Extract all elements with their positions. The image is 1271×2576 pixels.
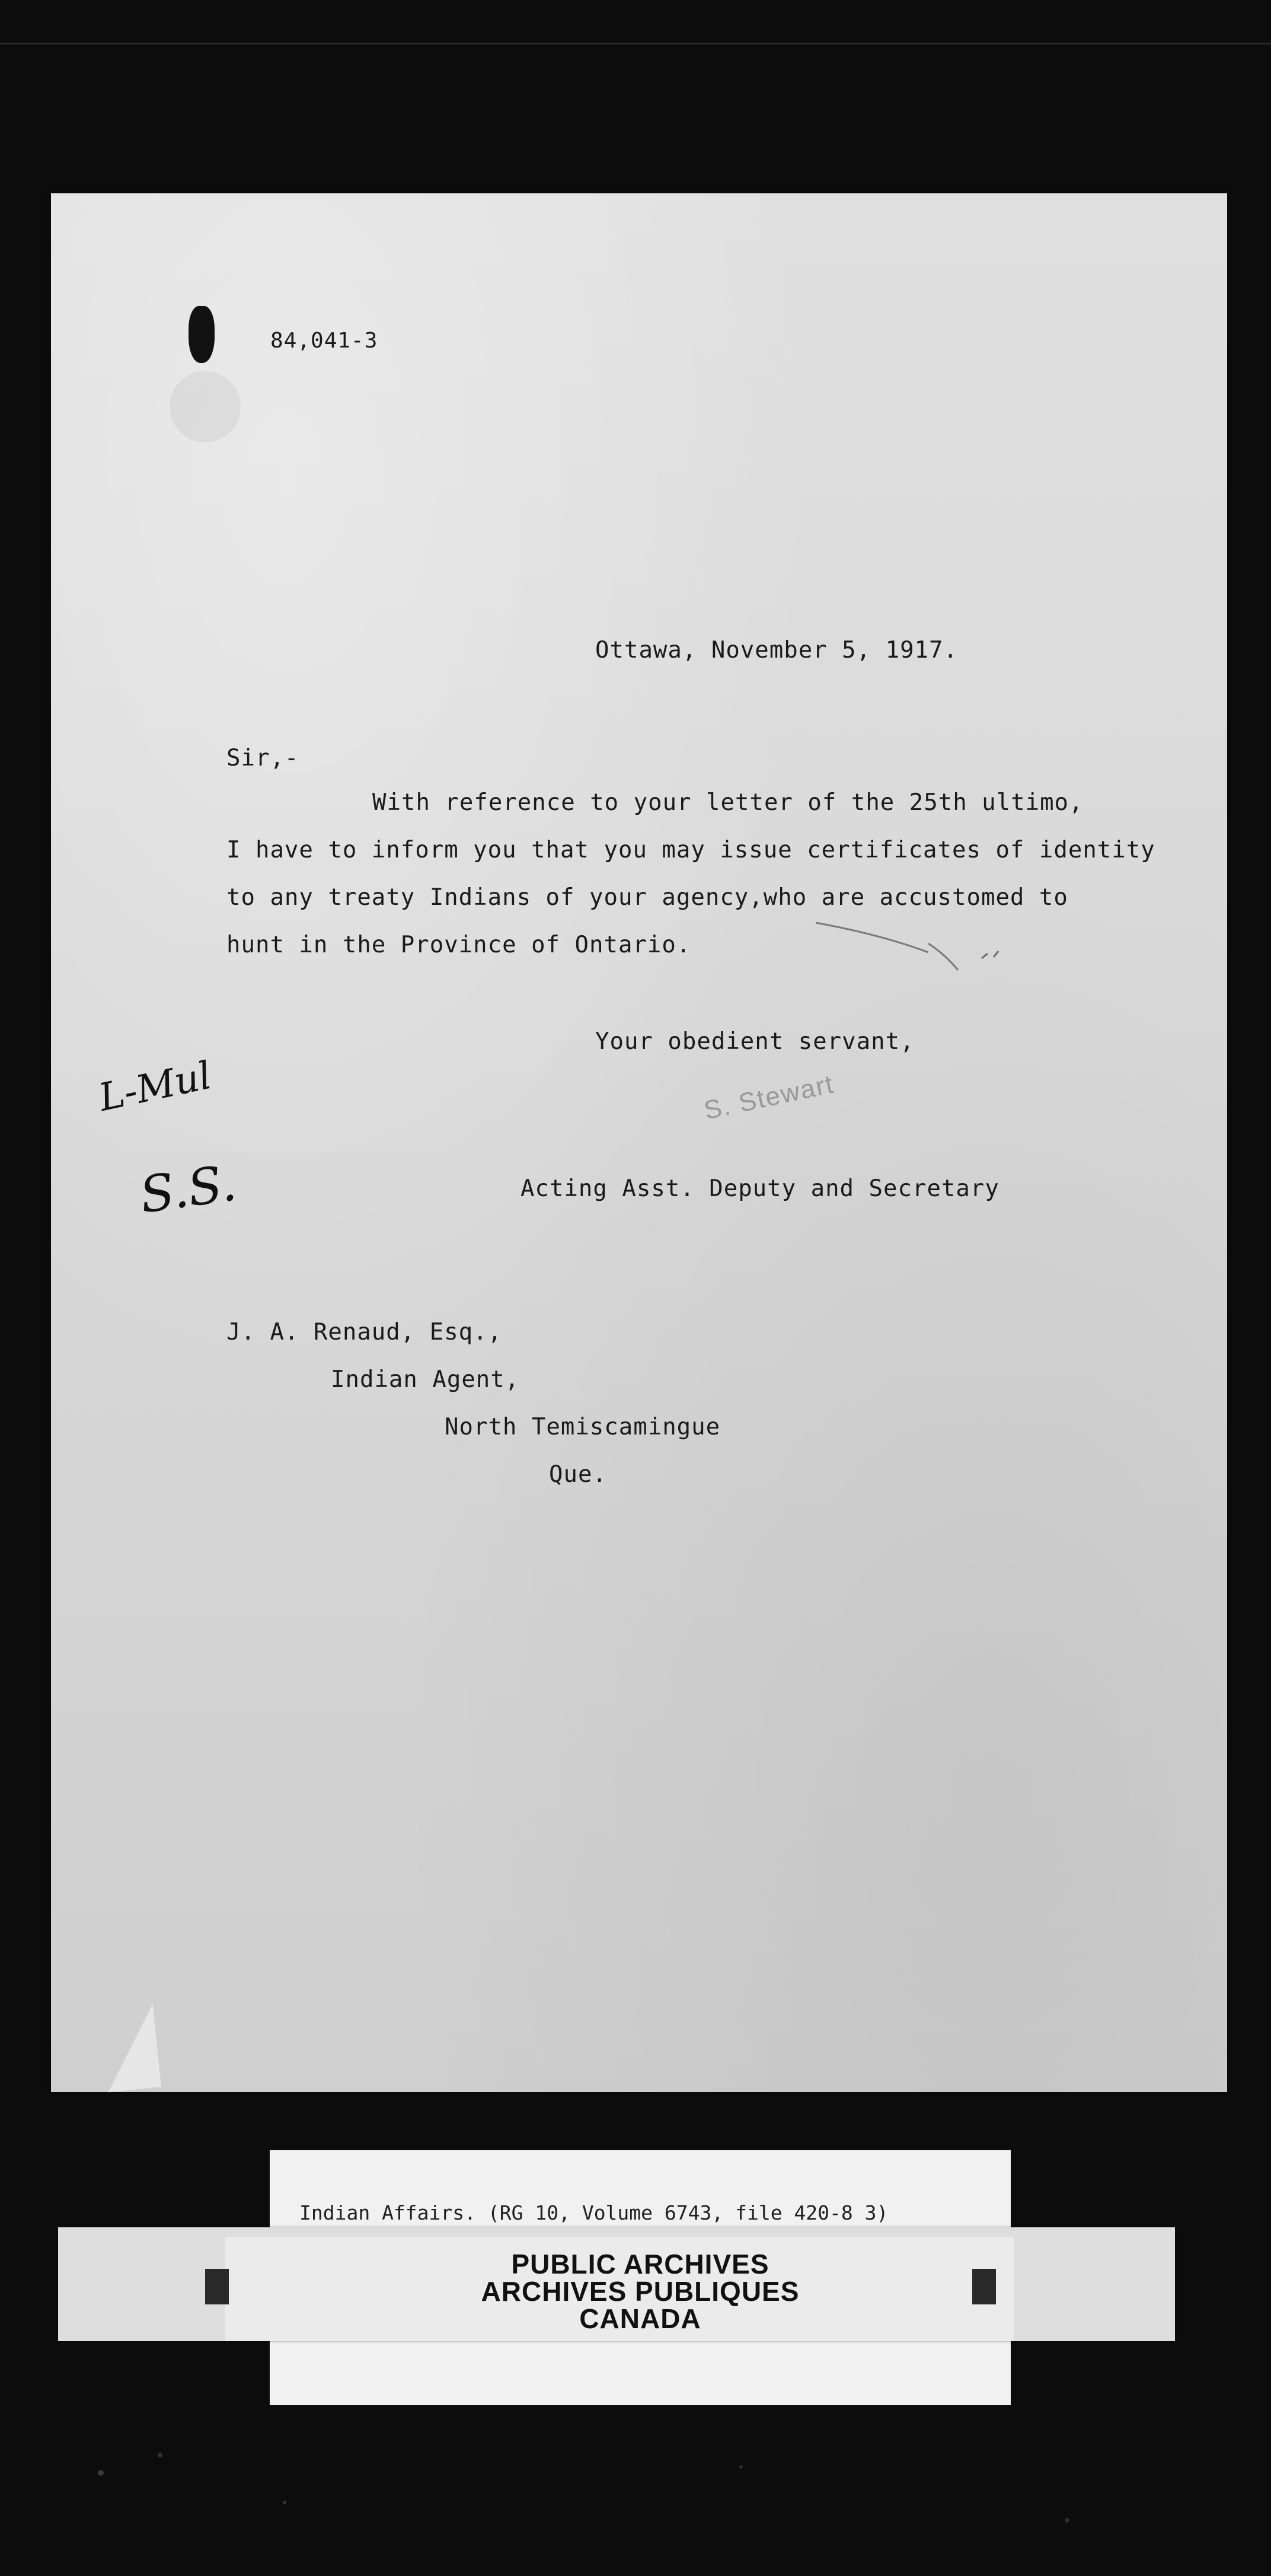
- salutation: Sir,-: [226, 745, 299, 771]
- folded-corner: [100, 2004, 161, 2093]
- handwritten-initials: S.S.: [136, 1153, 240, 1225]
- clip-icon: [972, 2269, 996, 2304]
- address-line: J. A. Renaud, Esq.,: [226, 1319, 503, 1346]
- film-edge-line: [0, 43, 1271, 44]
- signatory-title: Acting Asst. Deputy and Secretary: [520, 1175, 999, 1202]
- letter-date: Ottawa, November 5, 1917.: [595, 637, 958, 664]
- film-dust-specks: [0, 2431, 1271, 2550]
- address-line: Que.: [549, 1461, 607, 1488]
- paper-smudge: [170, 371, 241, 442]
- body-line: to any treaty Indians of your agency,who are accustomed to: [226, 884, 1068, 911]
- archive-country: CANADA: [579, 2303, 701, 2334]
- handwritten-initials: L-Mul: [95, 1053, 215, 1121]
- address-line: Indian Agent,: [331, 1366, 520, 1393]
- archive-name-en: PUBLIC ARCHIVES: [511, 2249, 769, 2279]
- archive-reference: Indian Affairs. (RG 10, Volume 6743, file 420-8 3): [299, 2201, 889, 2224]
- file-number: 84,041-3: [270, 329, 378, 353]
- archive-name-fr: ARCHIVES PUBLIQUES: [481, 2276, 800, 2307]
- body-line: I have to inform you that you may issue certificates of identity: [226, 837, 1155, 863]
- body-line: With reference to your letter of the 25th ultimo,: [372, 789, 1084, 816]
- clip-icon: [205, 2269, 229, 2304]
- address-line: North Temiscamingue: [445, 1414, 721, 1440]
- body-line: hunt in the Province of Ontario.: [226, 932, 691, 958]
- pencil-mark-icon: [810, 911, 1035, 982]
- binder-hole-icon: [189, 306, 215, 363]
- signature-stamp: S. Stewart: [701, 1069, 837, 1126]
- letter-sheet: [51, 193, 1227, 2092]
- closing-line: Your obedient servant,: [595, 1028, 915, 1055]
